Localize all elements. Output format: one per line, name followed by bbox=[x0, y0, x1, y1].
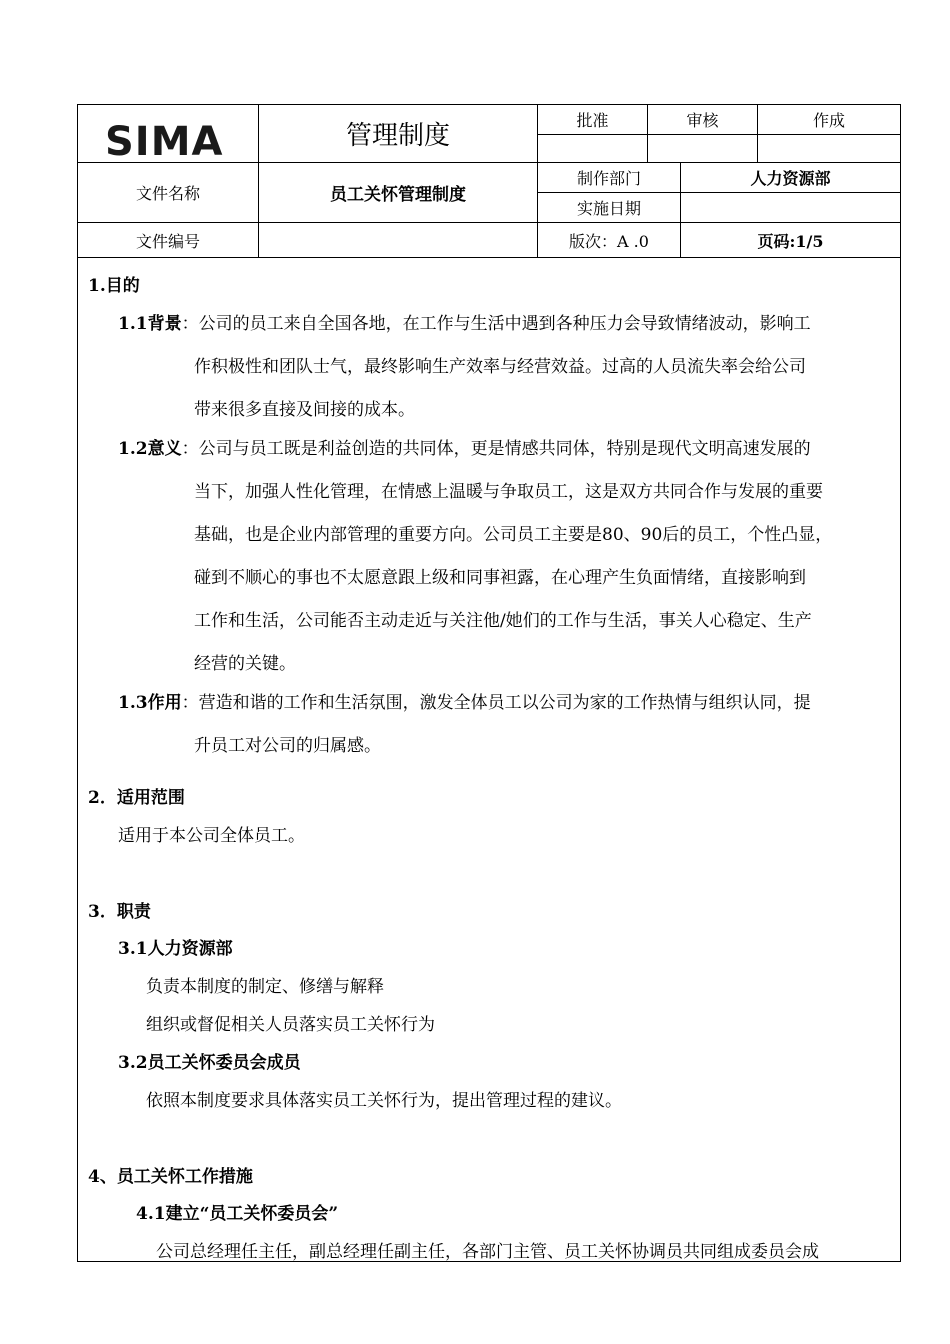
section-2-heading: 2．适用范围 bbox=[88, 788, 185, 808]
section-4-heading: 4、员工关怀工作措施 bbox=[88, 1167, 253, 1187]
paragraph-line: ：公司的员工来自全国各地，在工作与生活中遇到各种压力会导致情绪波动，影响工 bbox=[181, 314, 811, 334]
paragraph-line: 依照本制度要求具体落实员工关怀行为，提出管理过程的建议。 bbox=[146, 1091, 622, 1111]
section-1-3-heading: 1.3作用 bbox=[118, 693, 182, 713]
section-1-heading: 1.目的 bbox=[88, 276, 140, 296]
approve-label: 批准 bbox=[576, 111, 609, 130]
dept-label: 制作部门 bbox=[576, 169, 641, 188]
section-1-1-heading: 1.1背景 bbox=[118, 314, 182, 334]
file-name-value: 员工关怀管理制度 bbox=[330, 185, 466, 205]
paragraph-line: ：营造和谐的工作和生活氛围，激发全体员工以公司为家的工作热情与组织认同，提 bbox=[181, 693, 811, 713]
section-1-2-heading: 1.2意义 bbox=[118, 439, 182, 459]
section-3-heading: 3．职责 bbox=[88, 902, 151, 922]
paragraph-line: 当下，加强人性化管理，在情感上温暖与争取员工，这是双方共同合作与发展的重要 bbox=[194, 482, 823, 502]
paragraph-line: 碰到不顺心的事也不太愿意跟上级和同事袒露，在心理产生负面情绪，直接影响到 bbox=[194, 568, 806, 588]
file-no-value bbox=[259, 223, 537, 257]
paragraph-line: 负责本制度的制定、修缮与解释 bbox=[146, 977, 384, 997]
paragraph-line: 经营的关键。 bbox=[194, 654, 296, 674]
version: 版次：A .0 bbox=[569, 231, 649, 251]
paragraph-line: 升员工对公司的归属感。 bbox=[194, 736, 381, 756]
page-number: 页码:1/5 bbox=[757, 231, 824, 251]
paragraph-line: 带来很多直接及间接的成本。 bbox=[194, 400, 415, 420]
section-1-1 bbox=[118, 309, 811, 334]
file-name-label: 文件名称 bbox=[135, 184, 200, 203]
paragraph-line: 基础，也是企业内部管理的重要方向。公司员工主要是80、90后的员工，个性凸显， bbox=[194, 525, 833, 545]
document-header-table bbox=[78, 105, 900, 257]
impl-date-value bbox=[681, 193, 900, 222]
paragraph-line: 作积极性和团队士气，最终影响生产效率与经营效益。过高的人员流失率会给公司 bbox=[194, 357, 806, 377]
paragraph-line: 组织或督促相关人员落实员工关怀行为 bbox=[146, 1015, 435, 1035]
create-label: 作成 bbox=[812, 111, 845, 130]
dept-value: 人力资源部 bbox=[750, 169, 831, 188]
paragraph-line: 适用于本公司全体员工。 bbox=[118, 826, 305, 846]
document-frame bbox=[77, 104, 901, 1262]
impl-date-label: 实施日期 bbox=[576, 199, 641, 218]
paragraph-line: 工作和生活，公司能否主动走近与关注他/她们的工作与生活，事关人心稳定、生产 bbox=[194, 611, 812, 631]
section-1-3 bbox=[118, 688, 811, 713]
paragraph-line: ：公司与员工既是利益创造的共同体，更是情感共同体，特别是现代文明高速发展的 bbox=[181, 439, 811, 459]
logo-text: SIMA bbox=[105, 119, 224, 159]
page-title: 管理制度 bbox=[345, 121, 450, 151]
review-label: 审核 bbox=[686, 111, 719, 130]
section-4-1-heading: 4.1建立“员工关怀委员会” bbox=[136, 1204, 339, 1224]
section-3-1-heading: 3.1人力资源部 bbox=[118, 939, 233, 959]
section-1-2 bbox=[118, 434, 811, 459]
file-no-label: 文件编号 bbox=[135, 231, 200, 251]
sima-logo bbox=[105, 117, 240, 159]
paragraph-line: 公司总经理任主任，副总经理任副主任，各部门主管、员工关怀协调员共同组成委员会成 bbox=[156, 1242, 819, 1262]
section-3-2-heading: 3.2员工关怀委员会成员 bbox=[118, 1053, 301, 1073]
